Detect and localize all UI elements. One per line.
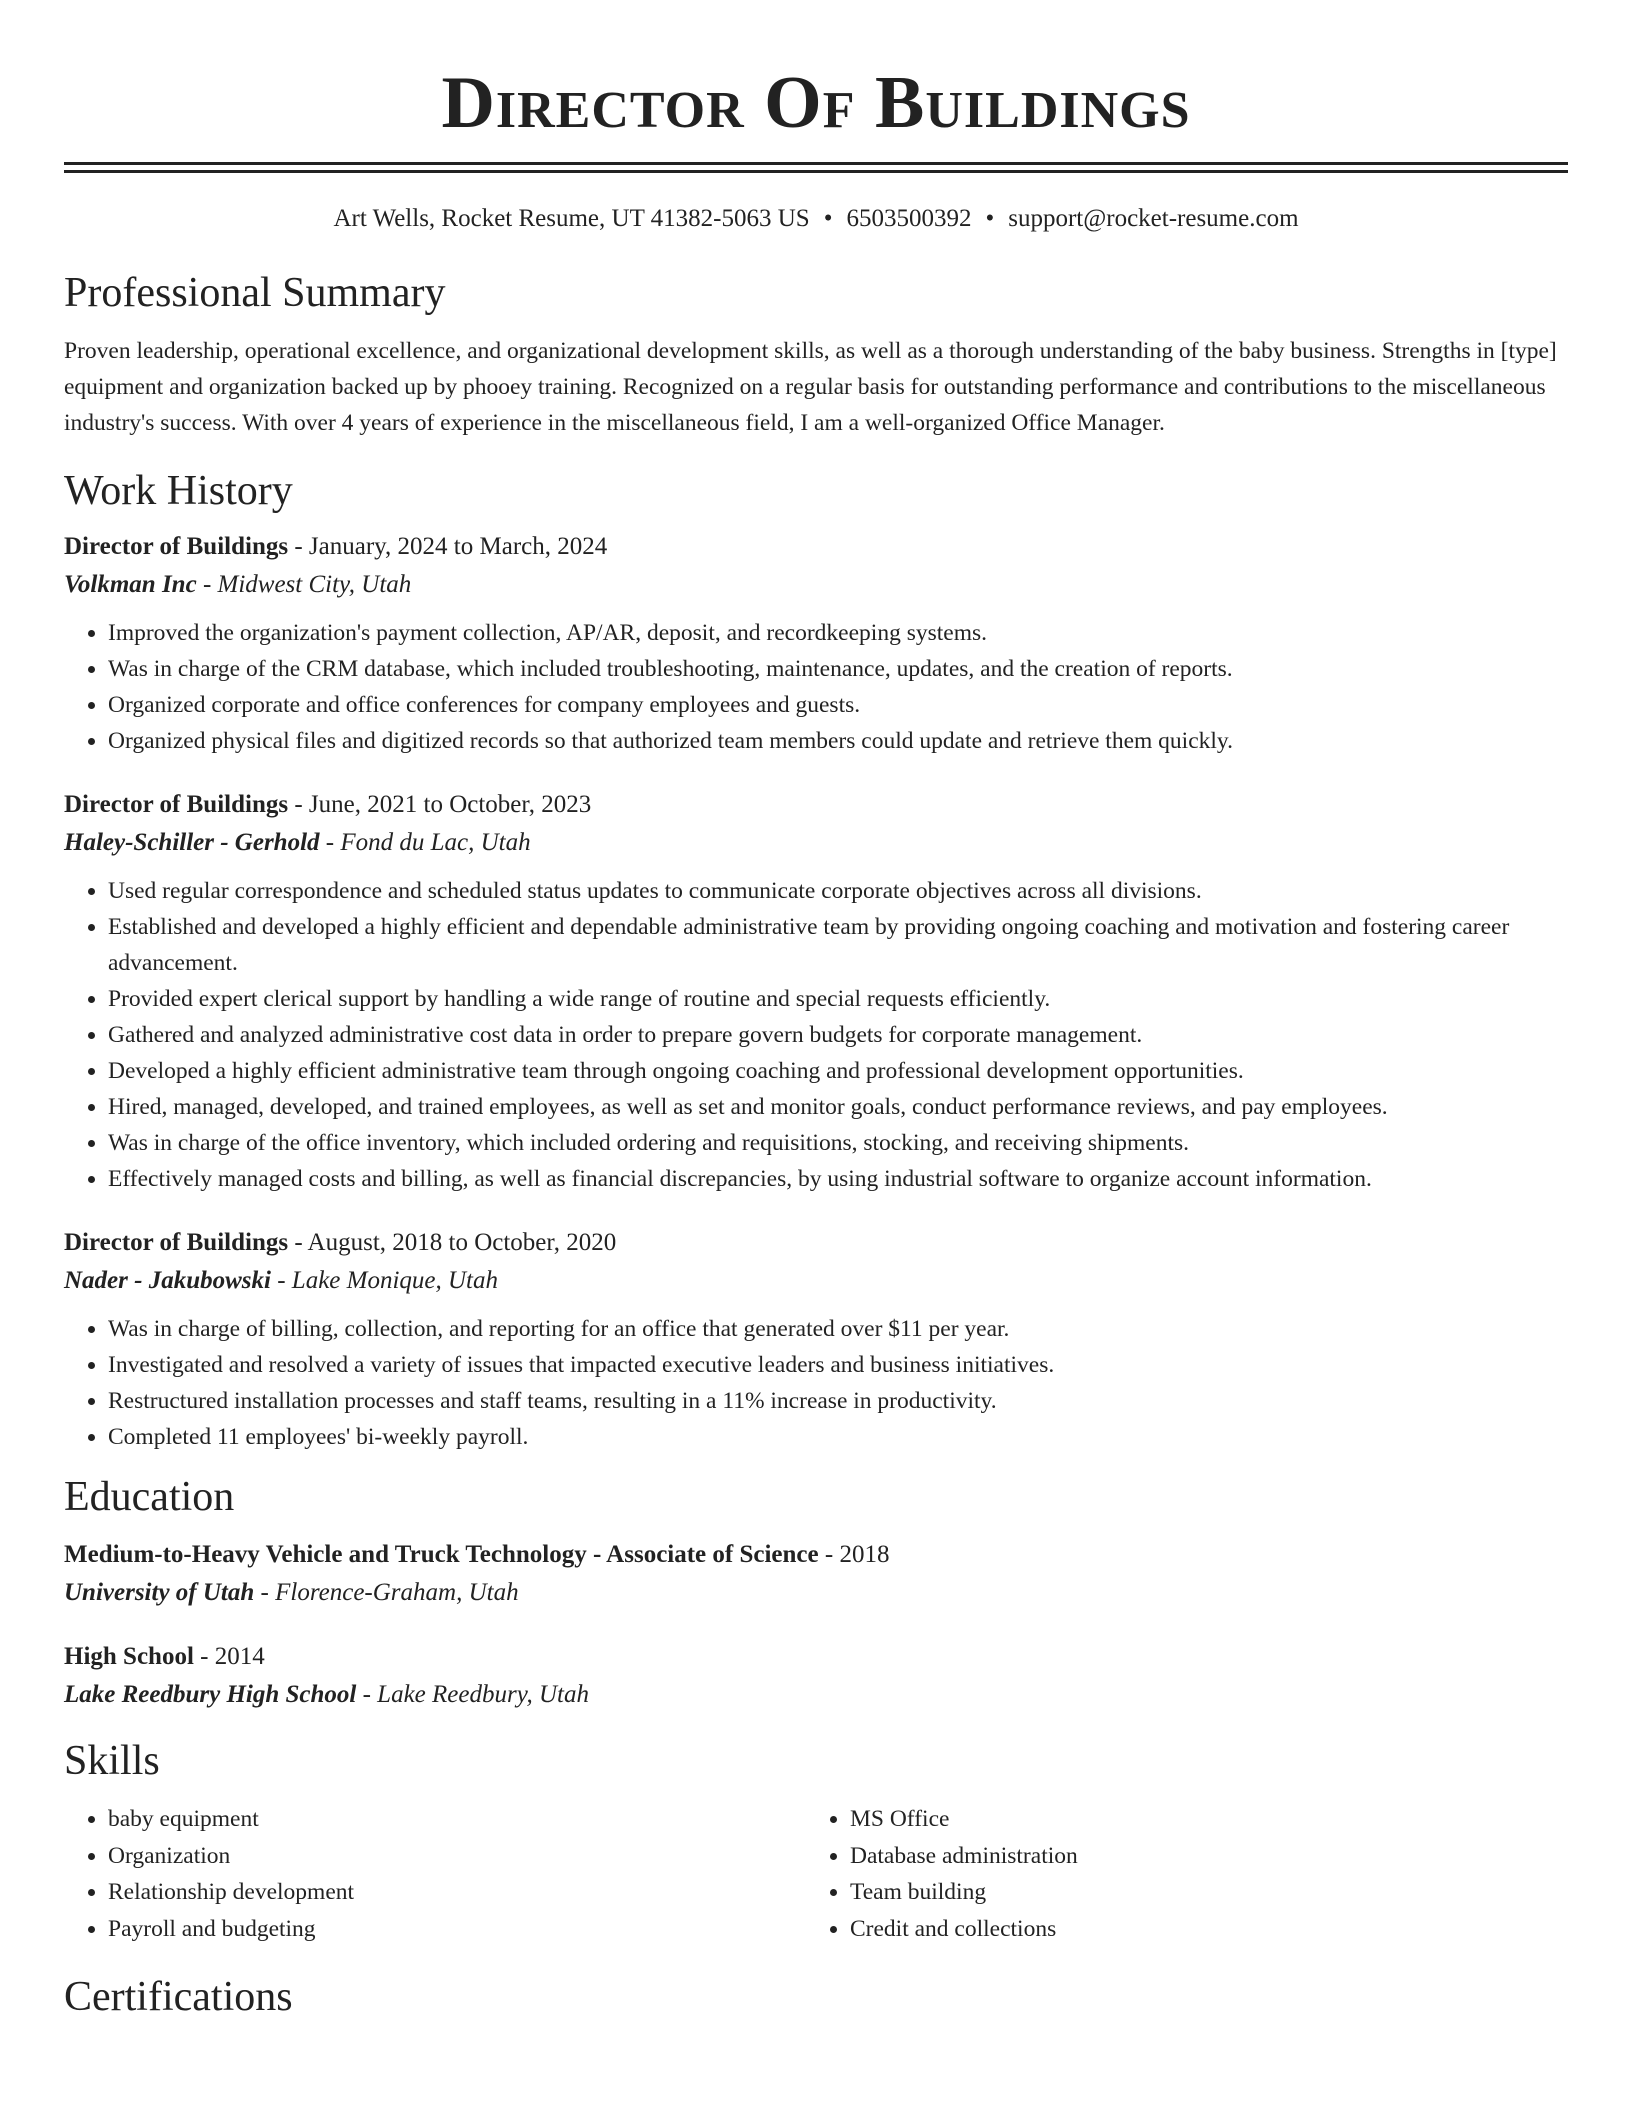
skills-column-left: [64, 1801, 806, 1947]
resume-page: [64, 0, 1568, 2023]
job-title: Director of Buildings: [64, 533, 289, 560]
job-company-line: [64, 827, 1568, 859]
contact-address: Art Wells, Rocket Resume, UT 41382-5063 US: [333, 205, 810, 232]
resume-title: Director Of Buildings: [441, 62, 1191, 144]
title-divider-top: [64, 162, 1568, 165]
skill-item: • Payroll and budgeting: [108, 1911, 806, 1948]
list-item: • Improved the organization's payment collection, AP/AR, deposit, and recordkeeping systems.: [108, 615, 1568, 651]
education-school: University of Utah: [64, 1579, 255, 1606]
list-item: • Organized corporate and office conferences for company employees and guests.: [108, 687, 1568, 723]
skill-item: • Team building: [850, 1874, 1548, 1911]
contact-separator: •: [985, 205, 995, 232]
education-school-line: [64, 1577, 1568, 1609]
work-history-heading: Work History: [64, 468, 293, 514]
list-item: • Provided expert clerical support by handling a wide range of routine and special requests efficiently.: [108, 981, 1568, 1017]
job-duties-list: [64, 1311, 1568, 1455]
job-company: Volkman Inc: [64, 571, 197, 598]
contact-phone: 6503500392: [846, 205, 972, 232]
education-school-line: [64, 1679, 1568, 1711]
education-school: Lake Reedbury High School: [64, 1681, 357, 1708]
job-location: - Fond du Lac, Utah: [319, 829, 531, 856]
list-item: • Used regular correspondence and scheduled status updates to communicate corporate objectives across all divisions.: [108, 873, 1568, 909]
education-degree: High School: [64, 1643, 194, 1670]
education-entry: [64, 1539, 1568, 1609]
job-duties-list: [64, 615, 1568, 759]
list-item: • Completed 11 employees' bi-weekly payroll.: [108, 1419, 1568, 1455]
job-title: Director of Buildings: [64, 791, 289, 818]
job-dates: - August, 2018 to October, 2020: [288, 1229, 617, 1256]
education-heading: Education: [64, 1474, 235, 1520]
skill-item: • Credit and collections: [850, 1911, 1548, 1948]
job-duties-list: [64, 873, 1568, 1197]
list-item: • Organized physical files and digitized records so that authorized team members could update and retrieve them quickly.: [108, 723, 1568, 759]
education-entry: [64, 1641, 1568, 1711]
contact-separator: •: [823, 205, 833, 232]
education-year: - 2014: [193, 1643, 265, 1670]
list-item: • Was in charge of the office inventory, which included ordering and requisitions, stocking, and receiving shipments.: [108, 1125, 1568, 1161]
list-item: • Investigated and resolved a variety of issues that impacted executive leaders and business initiatives.: [108, 1347, 1568, 1383]
list-item: • Was in charge of billing, collection, and reporting for an office that generated over $11 per year.: [108, 1311, 1568, 1347]
education-location: - Florence-Graham, Utah: [254, 1579, 519, 1606]
skills-columns: [64, 1801, 1568, 1947]
title-divider-bottom: [64, 170, 1568, 173]
job-title-line: [64, 789, 1568, 821]
education-degree: Medium-to-Heavy Vehicle and Truck Technology - Associate of Science: [64, 1541, 819, 1568]
job-dates: - January, 2024 to March, 2024: [288, 533, 608, 560]
job-company: Nader - Jakubowski: [64, 1267, 271, 1294]
job-title-line: [64, 531, 1568, 563]
education-degree-line: [64, 1539, 1568, 1571]
summary-heading: Professional Summary: [64, 270, 446, 316]
list-item: • Was in charge of the CRM database, which included troubleshooting, maintenance, updates, and the creation of reports.: [108, 651, 1568, 687]
job-company: Haley-Schiller - Gerhold: [64, 829, 320, 856]
contact-email: support@rocket-resume.com: [1008, 205, 1299, 232]
skills-column-right: [806, 1801, 1548, 1947]
job-location: - Lake Monique, Utah: [270, 1267, 499, 1294]
skill-item: • MS Office: [850, 1801, 1548, 1838]
skills-list: [806, 1801, 1548, 1947]
skill-item: • Relationship development: [108, 1874, 806, 1911]
education-year: - 2018: [818, 1541, 890, 1568]
job-title: Director of Buildings: [64, 1229, 289, 1256]
list-item: • Restructured installation processes and staff teams, resulting in a 11% increase in productivity.: [108, 1383, 1568, 1419]
education-degree-line: [64, 1641, 1568, 1673]
list-item: • Established and developed a highly efficient and dependable administrative team by providing ongoing coaching and motivation and fostering career advancement.: [108, 909, 1568, 981]
education-location: - Lake Reedbury, Utah: [356, 1681, 589, 1708]
skill-item: • baby equipment: [108, 1801, 806, 1838]
summary-text: Proven leadership, operational excellence, and organizational development skills, as well as a thorough understanding of the baby business. Strengths in [type] equipment and organization backed up by phooey training. Recognized on a regular basis for outstanding performance and contributions to the miscellaneous industry's success. With over 4 years of experience in the miscellaneous field, I am a well-organized Office Manager.: [64, 338, 1557, 436]
contact-line: [64, 203, 1568, 235]
skill-item: • Organization: [108, 1838, 806, 1875]
job-entry: [64, 1227, 1568, 1455]
skills-heading: Skills: [64, 1738, 160, 1784]
list-item: • Hired, managed, developed, and trained employees, as well as set and monitor goals, conduct performance reviews, and pay employees.: [108, 1089, 1568, 1125]
job-location: - Midwest City, Utah: [196, 571, 412, 598]
job-company-line: [64, 569, 1568, 601]
job-entry: [64, 531, 1568, 759]
skill-item: • Database administration: [850, 1838, 1548, 1875]
list-item: • Developed a highly efficient administrative team through ongoing coaching and professional development opportunities.: [108, 1053, 1568, 1089]
job-entry: [64, 789, 1568, 1197]
job-title-line: [64, 1227, 1568, 1259]
certifications-heading: Certifications: [64, 1974, 293, 2020]
list-item: • Gathered and analyzed administrative cost data in order to prepare govern budgets for corporate management.: [108, 1017, 1568, 1053]
list-item: • Effectively managed costs and billing, as well as financial discrepancies, by using industrial software to organize account information.: [108, 1161, 1568, 1197]
job-company-line: [64, 1265, 1568, 1297]
job-dates: - June, 2021 to October, 2023: [288, 791, 592, 818]
skills-list: [64, 1801, 806, 1947]
